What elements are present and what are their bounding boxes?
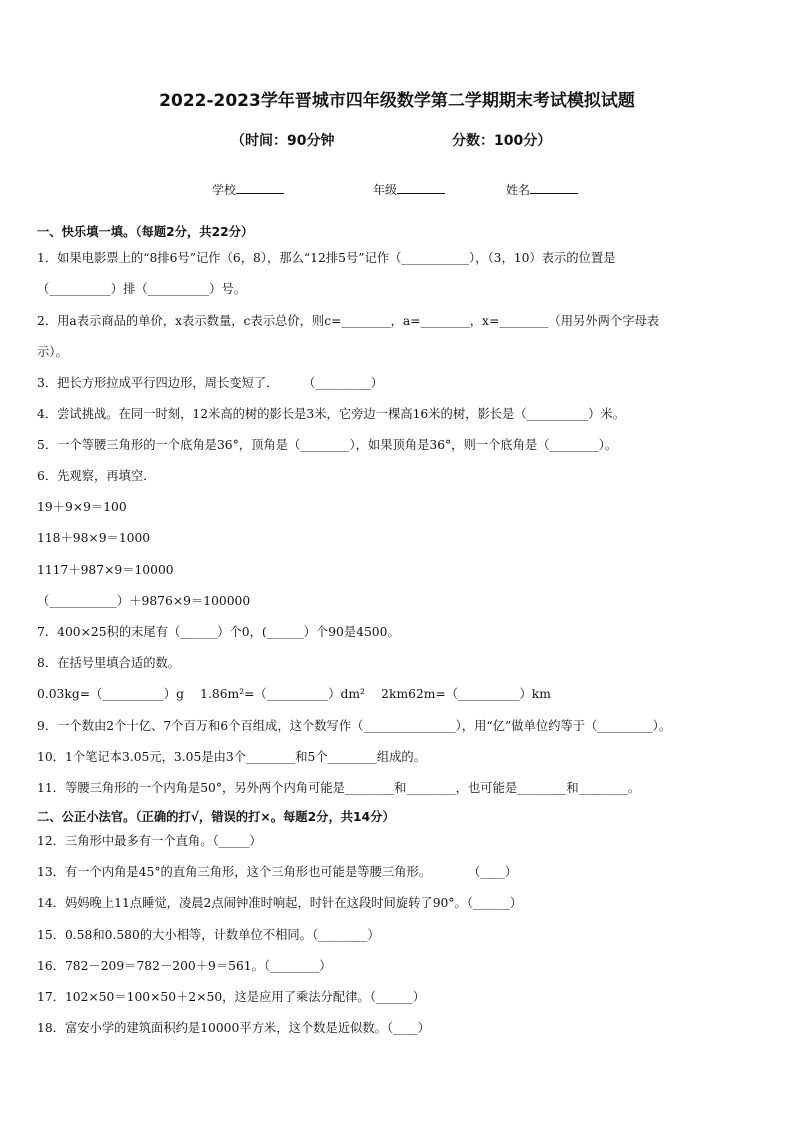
question-4: 4．尝试挑战。在同一时刻，12米高的树的影长是3米，它旁边一棵高16米的树，影长是（__________）米。 <box>37 407 626 421</box>
question-13: 13．有一个内角是45°的直角三角形，这个三角形也可能是等腰三角形。 （____） <box>37 865 518 879</box>
question-18: 18．富安小学的建筑面积约是10000平方米，这个数是近似数。（____） <box>37 1021 430 1035</box>
question-6-eq-3: 1117＋987×9＝10000 <box>37 563 174 577</box>
question-6-eq-2: 118＋98×9＝1000 <box>37 531 151 545</box>
question-5: 5．一个等腰三角形的一个底角是36°，顶角是（________），如果顶角是36°，则一个底角是（________）。 <box>37 438 618 452</box>
exam-score: 分数：100分） <box>452 133 552 149</box>
school-field <box>212 181 284 198</box>
question-8: 8．在括号里填合适的数。 <box>37 656 181 670</box>
section-heading: 一、快乐填一填。（每题2分，共22分） <box>37 225 254 239</box>
question-17: 17．102×50＝100×50＋2×50，这是应用了乘法分配律。（______） <box>37 990 426 1004</box>
grade-blank[interactable] <box>397 181 445 194</box>
question-6: 6．先观察，再填空． <box>37 469 156 483</box>
question-2-line-2: 示）。 <box>37 345 68 359</box>
question-3: 3．把长方形拉成平行四边形，周长变短了． （_________） <box>37 376 383 390</box>
exam-title: 2022-2023学年晋城市四年级数学第二学期期末考试模拟试题 <box>159 91 635 111</box>
question-2-line-1: 2．用a表示商品的单价，x表示数量，c表示总价，则c=________，a=________，x=________（用另外两个字母表 <box>37 314 660 328</box>
school-label: 学校 <box>212 183 237 197</box>
exam-time: （时间：90分钟 <box>231 133 335 149</box>
question-16: 16．782－209＝782－200＋9＝561。（________） <box>37 959 332 973</box>
name-label: 姓名 <box>506 183 531 197</box>
question-10: 10．1个笔记本3.05元，3.05是由3个________和5个________组成的。 <box>37 750 427 764</box>
question-6-eq-4: （___________）＋9876×9＝100000 <box>37 594 251 608</box>
question-8-items: 0.03kg=（__________）g 1.86m²=（__________）dm² 2km62m=（__________）km <box>37 687 551 701</box>
question-1-line-2: （__________）排（__________）号。 <box>37 282 247 296</box>
grade-label: 年级 <box>373 183 398 197</box>
question-7: 7．400×25积的末尾有（______）个0，(______）个90是4500。 <box>37 625 400 639</box>
question-15: 15．0.58和0.580的大小相等，计数单位不相同。（________） <box>37 928 380 942</box>
question-9: 9．一个数由2个十亿、7个百万和6个百组成，这个数写作（_______________），用“亿”做单位约等于（_________）。 <box>37 719 672 733</box>
question-12: 12．三角形中最多有一个直角。（_____） <box>37 834 262 848</box>
section-heading: 二、公正小法官。（正确的打√，错误的打×。每题2分，共14分） <box>37 810 395 824</box>
question-14: 14．妈妈晚上11点睡觉，凌晨2点闹钟准时响起，时针在这段时间旋转了90°。（______） <box>37 896 523 910</box>
question-1-line-1: 1．如果电影票上的“8排6号”记作（6，8），那么“12排5号”记作（___________），（3，10）表示的位置是 <box>37 251 616 265</box>
question-11: 11．等腰三角形的一个内角是50°，另外两个内角可能是________和________，也可能是________和________。 <box>37 781 641 795</box>
school-blank[interactable] <box>236 181 284 194</box>
name-blank[interactable] <box>530 181 578 194</box>
question-6-eq-1: 19＋9×9＝100 <box>37 500 127 514</box>
name-field <box>506 181 578 198</box>
grade-field <box>373 181 445 198</box>
